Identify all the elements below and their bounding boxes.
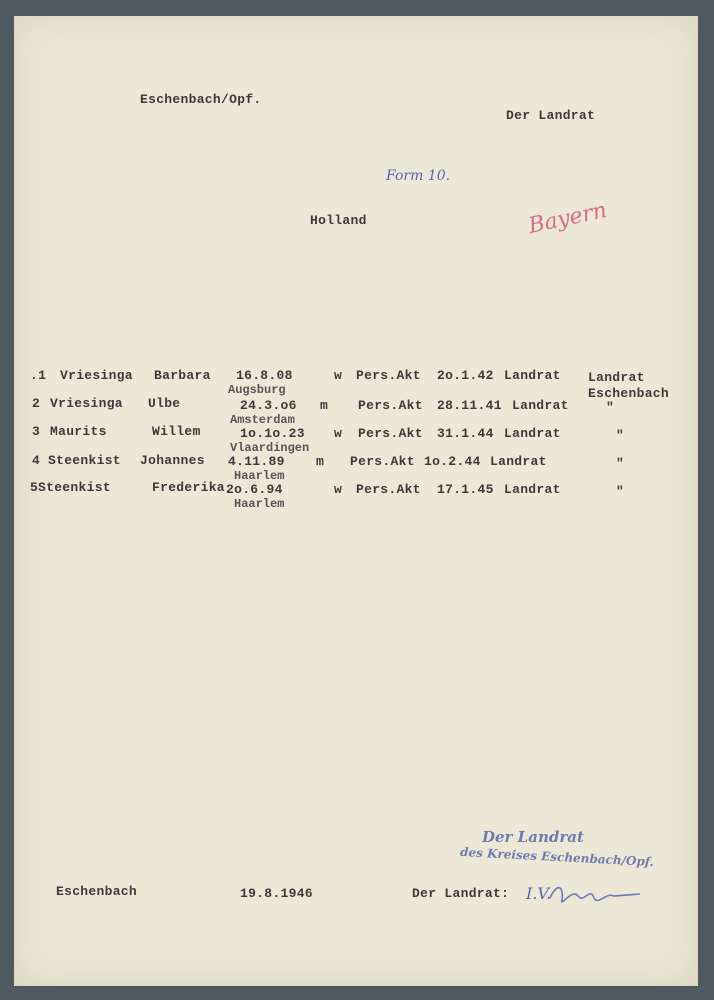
country-heading: Holland [310,213,367,228]
row-firstname: Johannes [140,453,205,468]
row-surname: Vriesinga [60,368,133,383]
row-birthplace: Vlaardingen [230,441,310,455]
row-birthdate: 4.11.89 [228,454,285,469]
row-remark: " [616,428,625,443]
row-birthdate: 2o.6.94 [226,482,283,497]
row-remark: " [616,456,625,471]
row-office: Landrat [504,426,561,441]
row-office: Landrat [512,398,569,413]
row-number: 2 [32,396,41,411]
row-firstname: Frederika [152,480,225,495]
row-record-date: 28.11.41 [437,398,502,413]
row-remark: " [606,400,615,415]
row-record: Pers.Akt [358,426,423,441]
row-record: Pers.Akt [358,398,423,413]
row-sex: w [334,368,343,383]
row-birthdate: 1o.1o.23 [240,426,305,441]
header-authority: Der Landrat [506,108,596,123]
row-birthdate: 16.8.08 [236,368,293,383]
document-page [14,16,698,986]
row-firstname: Barbara [154,368,211,383]
row-birthplace: Haarlem [234,469,285,483]
row-number: .1 [30,368,47,383]
row-office: Landrat [490,454,547,469]
row-number: 3 [32,424,41,439]
row-sex: m [316,454,325,469]
row-number: 5 [30,480,39,495]
row-birthplace: Haarlem [234,497,285,511]
row-office: Landrat [504,482,561,497]
row-record: Pers.Akt [350,454,415,469]
form-note: Form 10. [386,168,451,184]
row-record-date: 17.1.45 [437,482,494,497]
row-remark-place: Eschenbach [588,386,670,401]
footer-date: 19.8.1946 [240,886,313,901]
red-annotation: Bayern [526,198,610,239]
row-birthplace: Augsburg [228,383,286,397]
row-remark: " [616,484,625,499]
row-number: 4 [32,453,41,468]
row-record-date: 1o.2.44 [424,454,481,469]
row-sex: w [334,482,343,497]
footer-place: Eschenbach [56,884,138,899]
stamp-line-1: Der Landrat [482,828,584,846]
row-sex: w [334,426,343,441]
row-sex: m [320,398,329,413]
row-record-date: 2o.1.42 [437,368,494,383]
row-birthdate: 24.3.o6 [240,398,297,413]
row-record-date: 31.1.44 [437,426,494,441]
signature-initials: I.V. [526,884,552,903]
row-firstname: Ulbe [148,396,181,411]
stamp-line-2: des Kreises Eschenbach/Opf. [459,844,655,870]
row-surname: Maurits [50,424,107,439]
row-firstname: Willem [152,424,201,439]
header-place: Eschenbach/Opf. [140,92,262,107]
row-birthplace: Amsterdam [230,413,295,427]
row-office: Landrat [504,368,561,383]
row-remark: Landrat [588,370,645,385]
row-surname: Steenkist [48,453,121,468]
handwritten-signature [544,878,644,912]
row-record: Pers.Akt [356,368,421,383]
row-surname: Vriesinga [50,396,123,411]
row-surname: Steenkist [38,480,111,495]
footer-signatory-label: Der Landrat: [412,886,510,901]
row-record: Pers.Akt [356,482,421,497]
